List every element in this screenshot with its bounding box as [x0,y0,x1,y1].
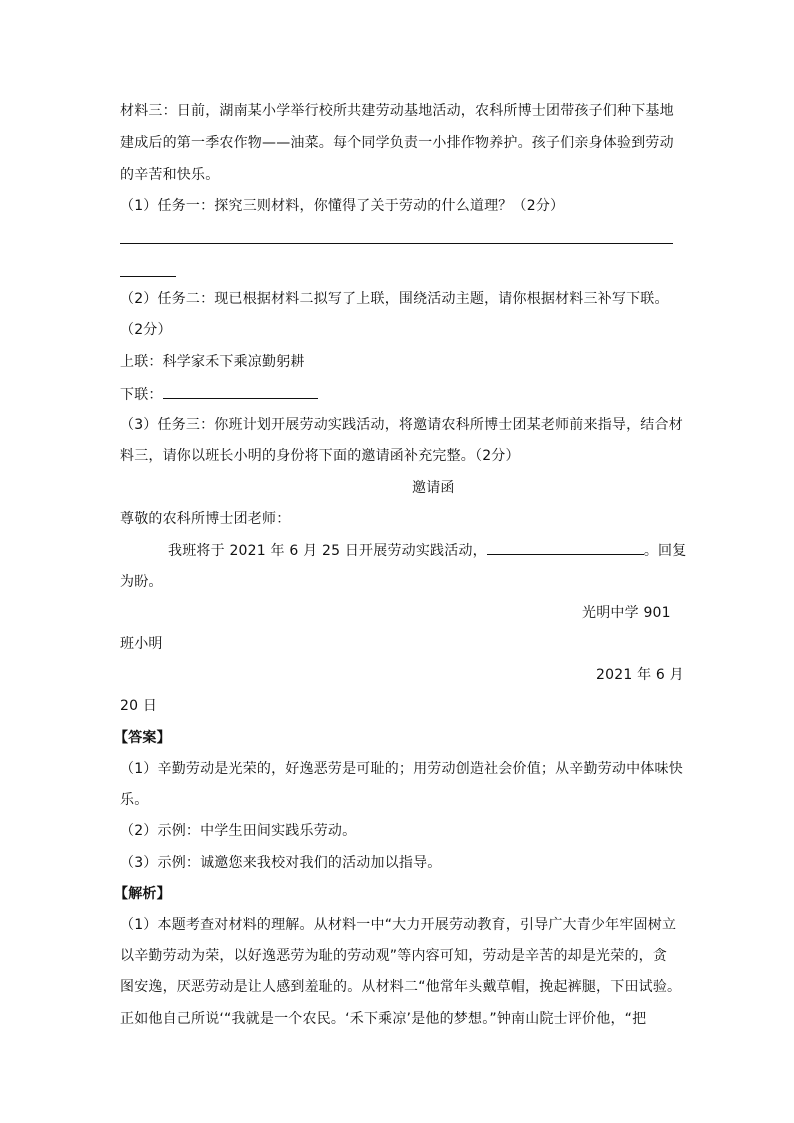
answer1-line2: 乐。 [120,792,149,808]
letter-body-line2: 为盼。 [120,574,163,590]
task3-question-line2: 料三，请你以班长小明的身份将下面的邀请函补充完整。（2分） [120,448,520,464]
signature-line2: 班小明 [120,636,163,652]
letter-body-end: 。回复 [643,543,687,559]
letter-body-start: 我班将于 2021 年 6 月 25 日开展劳动实践活动， [168,543,487,559]
answer2: （2）示例：中学生田间实践乐劳动。 [120,823,357,839]
signature-line1: 光明中学 901 [582,605,671,621]
analysis-line4: 正如他自己所说‘“我就是一个农民。‘禾下乘凉’是他的梦想。”钟南山院士评价他，“把 [120,1011,647,1027]
analysis-line2: 以辛勤劳动为荣，以好逸恶劳为耻的劳动观”等内容可知，劳动是辛苦的却是光荣的，贪 [120,948,668,964]
lower-couplet-label: 下联： [120,387,163,403]
date-line1: 2021 年 6 月 [596,667,684,683]
letter-body-blank [487,540,644,555]
answer-header: 【答案】 [114,730,171,746]
task1-question: （1）任务一：探究三则材料，你懂得了关于劳动的什么道理？（2分） [120,198,565,214]
task1-answer-line-end [120,276,176,277]
task1-answer-line [120,243,673,244]
upper-couplet: 上联：科学家禾下乘凉勤躬耕 [120,354,305,370]
lower-couplet-blank [163,384,318,399]
analysis-line1: （1）本题考查对材料的理解。从材料一中“大力开展劳动教育，引导广大青少年牢固树立 [120,917,677,933]
task2-question-line2: （2分） [120,322,172,338]
material3-line1: 材料三：日前，湖南某小学举行校所共建劳动基地活动，农科所博士团带孩子们种下基地 [120,103,674,119]
task2-question-line1: （2）任务二：现已根据材料二拟写了上联，围绕活动主题，请你根据材料三补写下联。 [120,291,669,307]
analysis-header: 【解析】 [114,886,171,902]
letter-salutation: 尊敬的农科所博士团老师： [120,511,291,527]
answer3: （3）示例：诚邀您来我校对我们的活动加以指导。 [120,855,442,871]
analysis-line3: 图安逸，厌恶劳动是让人感到羞耻的。从材料二“他常年头戴草帽，挽起裤腿，下田试验。 [120,979,682,995]
answer1-line1: （1）辛勤劳动是光荣的，好逸恶劳是可耻的；用劳动创造社会价值；从辛勤劳动中体味快 [120,761,683,777]
lower-couplet-row [120,384,318,405]
letter-title: 邀请函 [412,480,455,496]
date-line2: 20 日 [120,698,158,714]
task3-question-line1: （3）任务三：你班计划开展劳动实践活动，将邀请农科所博士团某老师前来指导，结合材 [120,417,683,433]
material3-line3: 的辛苦和快乐。 [120,167,220,183]
material3-line2: 建成后的第一季农作物——油菜。每个同学负责一小排作物养护。孩子们亲身体验到劳动 [120,135,674,151]
letter-body-line1 [168,540,686,561]
